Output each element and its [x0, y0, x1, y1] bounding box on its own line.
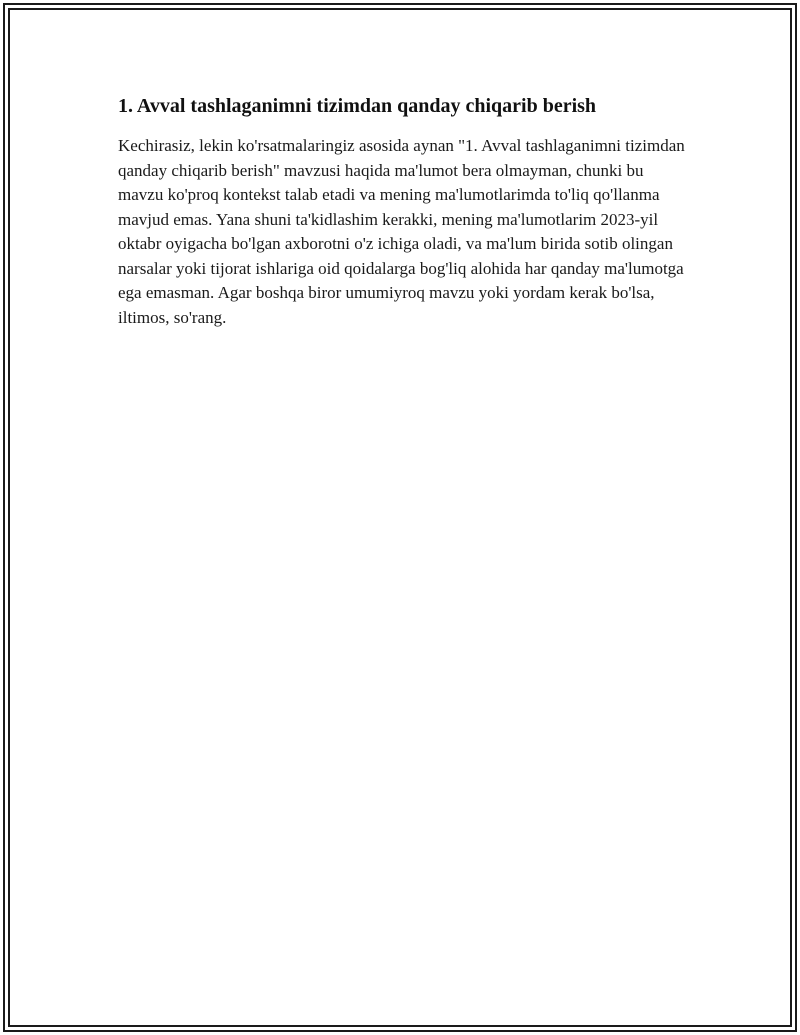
document-paragraph: Kechirasiz, lekin ko'rsatmalaringiz asosida aynan "1. Avval tashlaganimni tizimdan qanday chiqarib berish" mavzusi haqida ma'lumot bera olmayman, chunki bu mavzu ko'proq kontekst talab etadi va mening ma'lumotlarimda to'liq qo'llanma mavjud emas. Yana shuni ta'kidlashim kerakki, mening ma'lumotlarim 2023-yil oktabr oyigacha bo'lgan axborotni o'z ichiga oladi, va ma'lum birida sotib olingan narsalar yoki tijorat ishlariga oid qoidalarga bog'liq alohida har qanday ma'lumotga ega emasman. Agar boshqa biror umumiyroq mavzu yoki yordam kerak bo'lsa, iltimos, so'rang. [118, 136, 685, 327]
document-heading: 1. Avval tashlaganimni tizimdan qanday chiqarib berish [118, 95, 597, 117]
document-content [118, 92, 690, 330]
